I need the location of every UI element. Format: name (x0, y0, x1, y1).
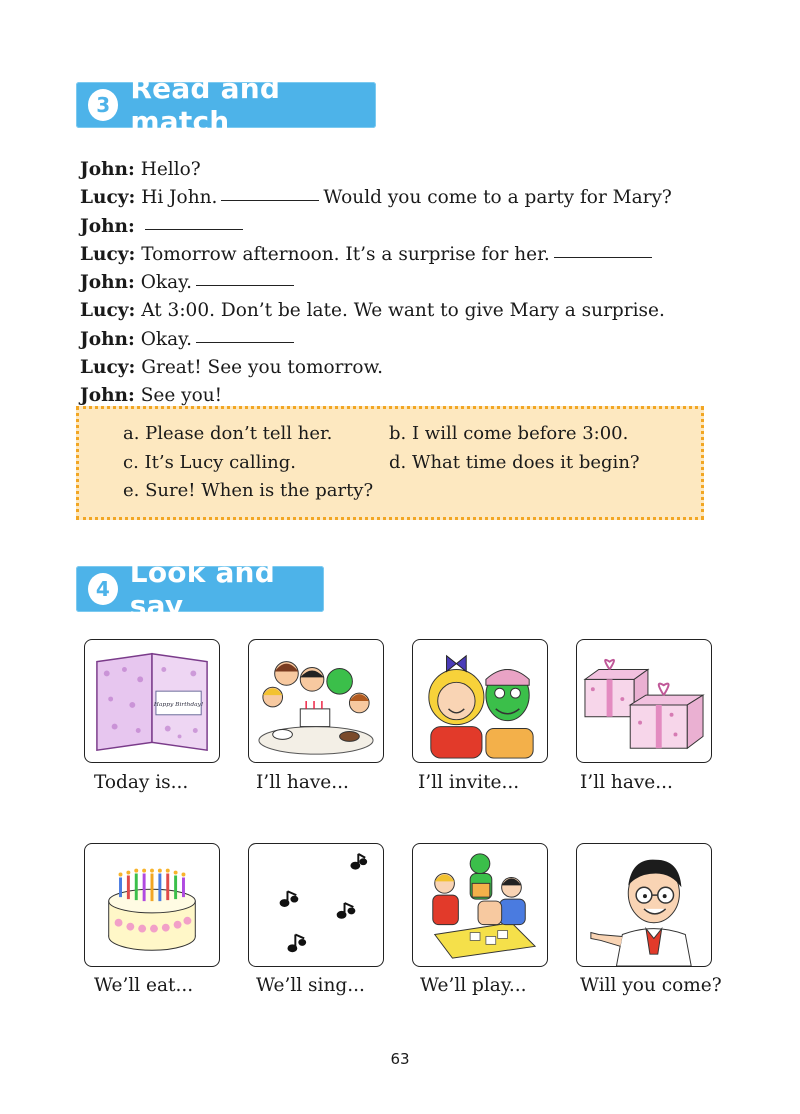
answer-options-box (76, 406, 704, 520)
speaker-name: Lucy: (80, 357, 136, 379)
speaker-name: John: (80, 215, 135, 237)
caption-ill-invite: I’ll invite... (418, 772, 520, 793)
dialogue-text: Would you come to a party for Mary? (323, 187, 672, 209)
dialogue-text: Okay. (140, 272, 193, 294)
option-d: d. What time does it begin? (389, 452, 640, 473)
caption-ill-have-gifts: I’ll have... (580, 772, 673, 793)
section-3-header (76, 72, 376, 138)
option-a: a. Please don’t tell her. (123, 423, 333, 444)
caption-will-you-come: Will you come? (580, 975, 722, 996)
birthday-card-text: Happy Birthday! (153, 701, 204, 708)
music-notes-picture (248, 843, 384, 967)
dialogue-line (80, 156, 720, 184)
dialogue-text: Hello? (140, 159, 201, 180)
section-3-number: 3 (88, 89, 118, 121)
section-4-header (76, 556, 324, 622)
girl-and-dinosaur-picture (412, 639, 548, 763)
option-e: e. Sure! When is the party? (123, 480, 374, 501)
caption-well-eat: We’ll eat... (94, 975, 194, 996)
dialogue-line (80, 241, 720, 269)
dialogue-text: Hi John. (141, 187, 218, 209)
section-3-title: Read and match (130, 72, 281, 138)
dialogue-line (80, 269, 720, 297)
dialogue-text: Great! See you tomorrow. (141, 357, 383, 379)
dialogue-line (80, 354, 720, 382)
dialogue (80, 156, 720, 411)
caption-well-play: We’ll play... (420, 975, 527, 996)
section-4-title: Look and say (129, 556, 275, 622)
gift-boxes-picture (576, 639, 712, 763)
option-c: c. It’s Lucy calling. (123, 452, 296, 473)
dialogue-line (80, 326, 720, 354)
speaker-name: John: (80, 385, 135, 407)
speaker-name: John: (80, 328, 135, 350)
answer-blank (221, 199, 319, 201)
answer-blank (554, 256, 652, 258)
birthday-card-picture (84, 639, 220, 763)
speaker-name: John: (80, 159, 135, 180)
children-playing-picture (412, 843, 548, 967)
answer-blank (145, 228, 243, 230)
speaker-name: John: (80, 272, 135, 294)
dialogue-text: At 3:00. Don’t be late. We want to give Mary a surprise. (141, 300, 665, 322)
answer-blank (196, 341, 294, 343)
caption-ill-have-party: I’ll have... (256, 772, 349, 793)
answer-blank (196, 284, 294, 286)
dialogue-text: Okay. (140, 328, 193, 350)
boy-pointing-picture (576, 843, 712, 967)
dialogue-text: See you! (140, 385, 223, 407)
page-number: 63 (390, 1050, 410, 1068)
caption-well-sing: We’ll sing... (256, 975, 365, 996)
option-b: b. I will come before 3:00. (389, 423, 629, 444)
speaker-name: Lucy: (80, 300, 136, 322)
speaker-name: Lucy: (80, 187, 136, 209)
dialogue-line (80, 213, 720, 241)
party-group-picture (248, 639, 384, 763)
dialogue-text: Tomorrow afternoon. It’s a surprise for her. (141, 243, 550, 265)
speaker-name: Lucy: (80, 243, 136, 265)
birthday-cake-picture (84, 843, 220, 967)
dialogue-line (80, 184, 720, 212)
dialogue-line (80, 297, 720, 325)
section-4-number: 4 (88, 573, 118, 605)
caption-today-is: Today is... (94, 772, 189, 793)
